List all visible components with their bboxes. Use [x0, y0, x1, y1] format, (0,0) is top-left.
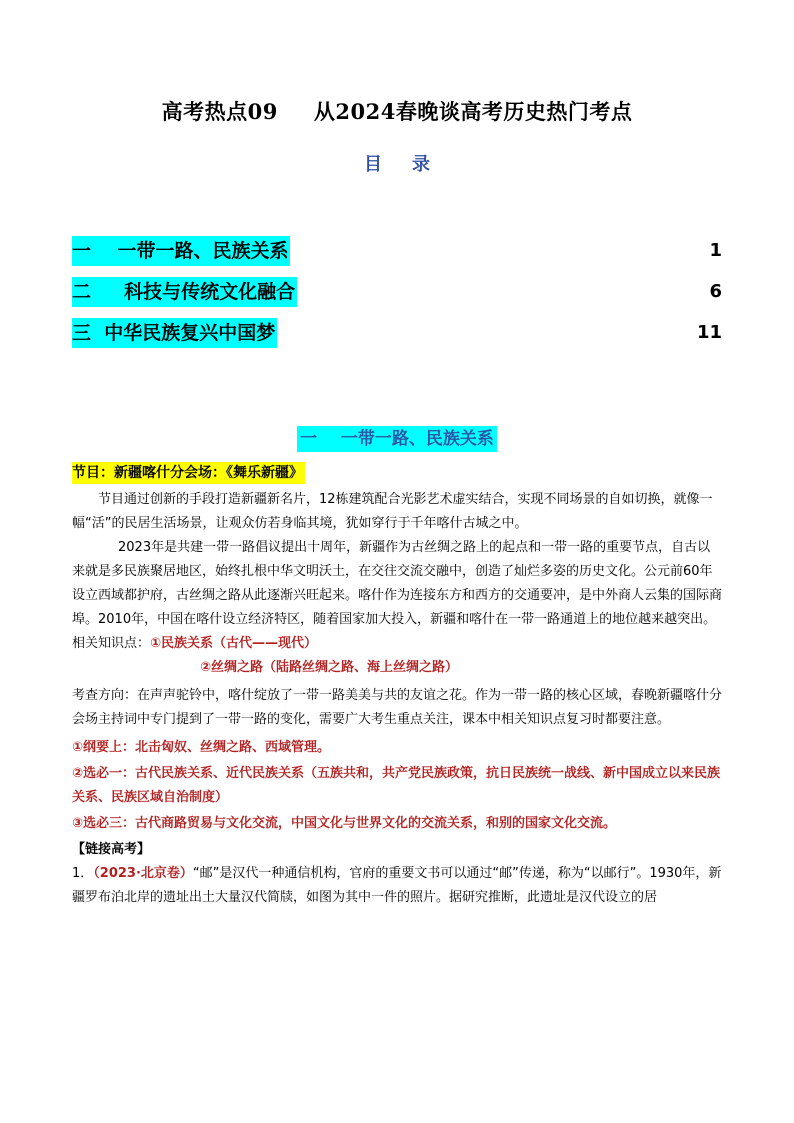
textbook-item-1: ①纲要上：北击匈奴、丝绸之路、西域管理。: [72, 740, 331, 755]
question-number: 1．: [72, 866, 94, 881]
textbook-item-2: ②选必一：古代民族关系、近代民族关系（五族共和，共产党民族政策，抗日民族统一战线、新中国成立以来民族关系、民族区域自治制度）: [72, 766, 721, 805]
link-exam-heading: 【链接高考】: [72, 842, 151, 857]
toc-entry-label: 三 中华民族复兴中国梦: [72, 318, 277, 348]
toc-entry-1[interactable]: [72, 236, 722, 266]
toc-entry-3[interactable]: [72, 318, 722, 348]
question-1: [72, 862, 722, 910]
paragraph-background: 2023年是共建一带一路倡议提出十周年，新疆作为古丝绸之路上的起点和一带一路的重要节点，自古以来就是多民族聚居地区，始终扎根中华文明沃土，在交往交流交融中，创造了灿烂多姿的历史文化。公元前60年设立西域都护府，古丝绸之路从此逐渐兴旺起来。喀什作为连接东方和西方的交通要冲，是中外商人云集的国际商埠。2010年，中国在喀什设立经济特区，随着国家加大投入，新疆和喀什在一带一路通道上的地位越来越突出。: [72, 540, 723, 627]
section-body: [72, 488, 722, 910]
question-text: “邮”是汉代一种通信机构，官府的重要文书可以通过“邮”传递，称为“以邮行”。1930年，新疆罗布泊北岸的遗址出土大量汉代简牍，如图为其中一件的照片。据研究推断，此遗址是汉代设立的居: [72, 866, 722, 905]
toc-heading: 目录: [364, 154, 460, 175]
textbook-item-3: ③选必三：古代商路贸易与文化交流，中国文化与世界文化的交流关系，和别的国家文化交流。: [72, 816, 617, 831]
knowledge-points-line: [72, 632, 722, 656]
toc-entry-page: 1: [709, 240, 722, 261]
question-source: （2023·北京卷）: [93, 866, 193, 881]
exam-direction: 考查方向：在声声驼铃中，喀什绽放了一带一路美美与共的友谊之花。作为一带一路的核心区域，春晚新疆喀什分会场主持词中专门提到了一带一路的变化，需要广大考生重点关注，课本中相关知识点复习时都要注意。: [72, 688, 723, 727]
program-title: 节目：新疆喀什分会场：《舞乐新疆》: [72, 462, 305, 484]
page-title: [0, 96, 794, 126]
section-heading: [0, 426, 794, 452]
toc-entry-2[interactable]: [72, 277, 722, 307]
section-heading-text: 一 一带一路、民族关系: [297, 426, 497, 452]
knowledge-points-line-2: [72, 656, 722, 680]
knowledge-point-1: ①民族关系（古代——现代）: [150, 636, 318, 651]
toc-entry-label: 二 科技与传统文化融合: [72, 277, 297, 307]
title-part-1: 高考热点09: [161, 99, 278, 124]
title-part-2: 从2024春晚谈高考历史热门考点: [313, 99, 633, 124]
paragraph-intro: 节目通过创新的手段打造新疆新名片，12栋建筑配合光影艺术虚实结合，实现不同场景的自如切换，就像一幅“活”的民居生活场景，让观众仿若身临其境，犹如穿行于千年喀什古城之中。: [72, 492, 713, 531]
toc-entry-page: 6: [709, 281, 722, 302]
knowledge-point-2: ②丝绸之路（陆路丝绸之路、海上丝绸之路）: [200, 660, 459, 675]
knowledge-points-label: 相关知识点：: [72, 636, 151, 651]
toc-entry-page: 11: [696, 322, 722, 343]
toc-entry-label: 一 一带一路、民族关系: [72, 236, 290, 266]
